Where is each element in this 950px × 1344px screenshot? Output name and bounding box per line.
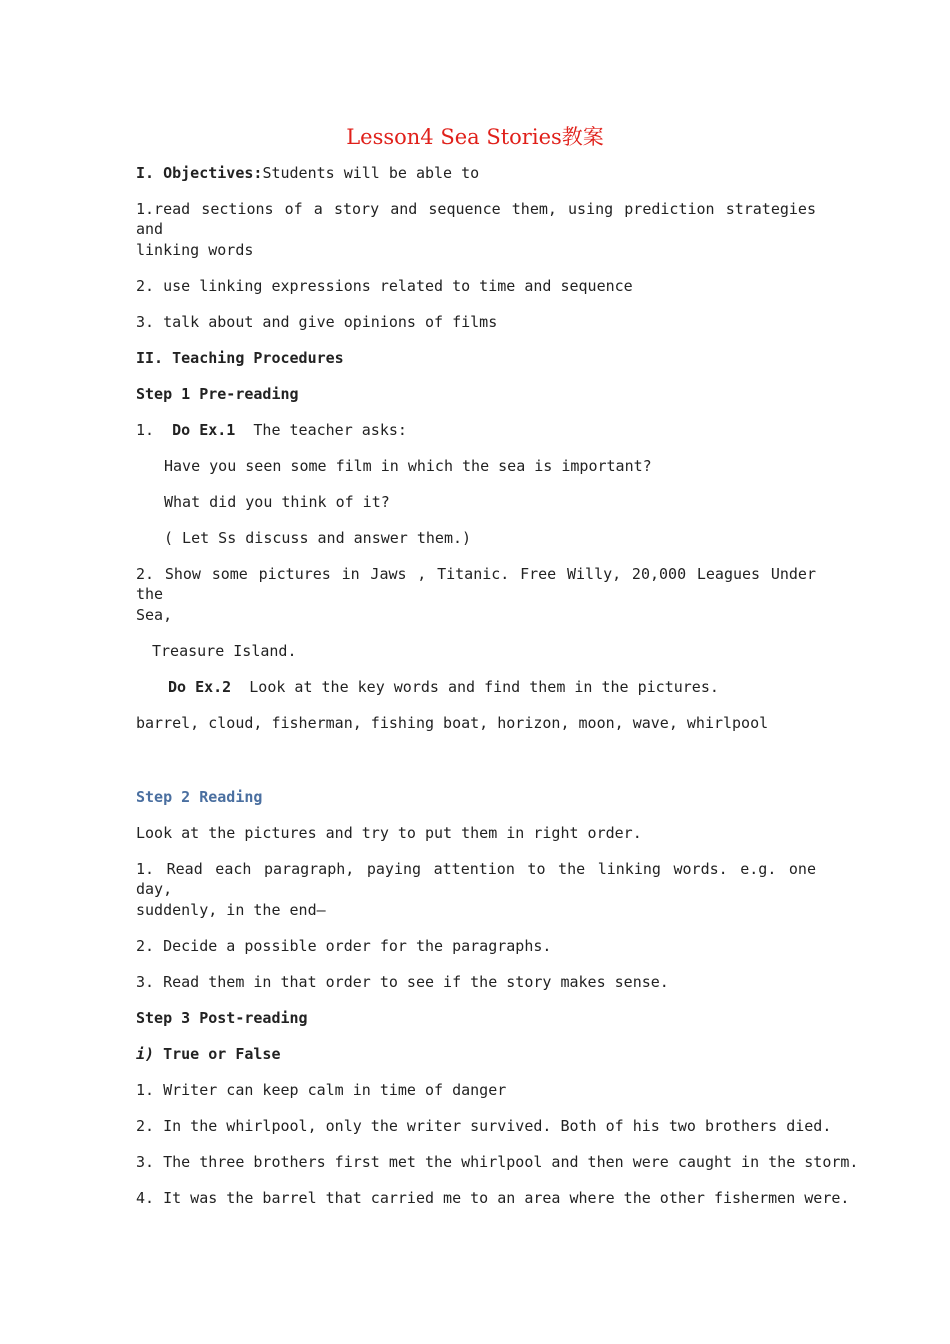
step3-sub-label: i) bbox=[136, 1045, 155, 1063]
tf-item-2: 2. In the whirlpool, only the writer survived. Both of his two brothers died. bbox=[136, 1117, 832, 1135]
step1-item2a: 2. Show some pictures in Jaws , Titanic. Free Willy, 20,000 Leagues Under the bbox=[136, 565, 816, 603]
step1-ex1-line bbox=[136, 420, 816, 440]
procedures-heading: II. Teaching Procedures bbox=[136, 349, 344, 367]
step1-item2b: Sea, bbox=[136, 606, 173, 624]
step2-intro: Look at the pictures and try to put them in right order. bbox=[136, 824, 642, 842]
step1-ex1-label: Do Ex.1 bbox=[172, 421, 236, 439]
step1-ex2-line bbox=[168, 677, 816, 697]
objective-2: 2. use linking expressions related to time and sequence bbox=[136, 277, 633, 295]
step1-keywords: barrel, cloud, fisherman, fishing boat, horizon, moon, wave, whirlpool bbox=[136, 714, 769, 732]
step2-item1b: suddenly, in the end— bbox=[136, 901, 326, 919]
step1-item2c: Treasure Island. bbox=[152, 642, 297, 660]
tf-item-3: 3. The three brothers first met the whirlpool and then were caught in the storm. bbox=[136, 1153, 859, 1171]
step1-ex1-text: The teacher asks: bbox=[253, 421, 407, 439]
objective-1a: 1.read sections of a story and sequence them, using prediction strategies and bbox=[136, 200, 816, 238]
tf-item-1: 1. Writer can keep calm in time of danger bbox=[136, 1081, 507, 1099]
step1-ex1-number: 1. bbox=[136, 421, 155, 439]
step1-heading: Step 1 Pre-reading bbox=[136, 385, 299, 403]
objective-1b: linking words bbox=[136, 241, 254, 259]
step3-heading: Step 3 Post-reading bbox=[136, 1009, 308, 1027]
step2-item3: 3. Read them in that order to see if the story makes sense. bbox=[136, 973, 669, 991]
step2-item1a: 1. Read each paragraph, paying attention to the linking words. e.g. one day, bbox=[136, 860, 816, 898]
step1-question-3: ( Let Ss discuss and answer them.) bbox=[164, 529, 472, 547]
step1-question-2: What did you think of it? bbox=[164, 493, 390, 511]
step1-question-1: Have you seen some film in which the sea is important? bbox=[164, 457, 652, 475]
objectives-line bbox=[136, 163, 816, 183]
document-title: Lesson4 Sea Stories教案 bbox=[346, 125, 604, 149]
step3-sub-heading: True or False bbox=[163, 1045, 281, 1063]
step1-ex2-text: Look at the key words and find them in the pictures. bbox=[249, 678, 719, 696]
objectives-heading: I. Objectives: bbox=[136, 164, 263, 182]
step2-heading: Step 2 Reading bbox=[136, 788, 263, 806]
step1-ex2-label: Do Ex.2 bbox=[168, 678, 232, 696]
objective-3: 3. talk about and give opinions of films bbox=[136, 313, 498, 331]
tf-item-4: 4. It was the barrel that carried me to an area where the other fishermen were. bbox=[136, 1189, 850, 1207]
objectives-intro: Students will be able to bbox=[262, 164, 480, 182]
step3-subheading-line bbox=[136, 1044, 816, 1064]
step2-item2: 2. Decide a possible order for the paragraphs. bbox=[136, 937, 552, 955]
